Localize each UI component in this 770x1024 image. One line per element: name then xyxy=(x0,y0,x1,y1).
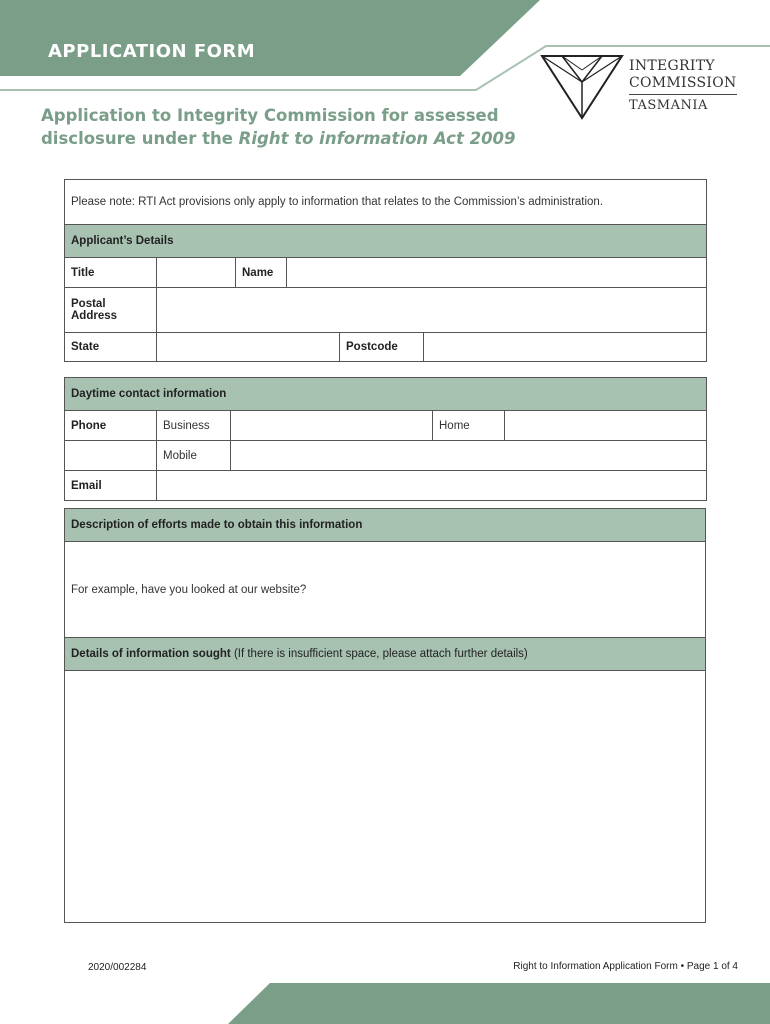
details-heading-text: Details of information sought xyxy=(71,648,231,660)
subtitle-prefix: disclosure under the xyxy=(41,129,239,148)
title-label: Title xyxy=(65,258,157,288)
phone-spacer-cell xyxy=(65,441,157,471)
business-phone-field[interactable] xyxy=(231,411,433,441)
contact-info-heading: Daytime contact information xyxy=(65,378,707,411)
contact-info-table xyxy=(64,377,707,501)
postcode-label: Postcode xyxy=(340,333,424,362)
email-field[interactable] xyxy=(157,471,707,501)
postcode-field[interactable] xyxy=(424,333,707,362)
banner-title: APPLICATION FORM xyxy=(48,41,256,62)
details-heading xyxy=(65,638,706,671)
name-label: Name xyxy=(236,258,287,288)
postal-address-field[interactable] xyxy=(157,288,707,333)
document-reference: 2020/002284 xyxy=(88,962,147,973)
footer-banner xyxy=(0,980,770,1024)
logo-line-integrity: INTEGRITY xyxy=(629,58,715,74)
integrity-commission-logo xyxy=(540,52,750,122)
mobile-label: Mobile xyxy=(157,441,231,471)
email-label: Email xyxy=(65,471,157,501)
applicant-details-table xyxy=(64,179,707,362)
postal-address-label: Postal Address xyxy=(65,288,157,333)
efforts-field[interactable] xyxy=(65,542,706,638)
details-field[interactable] xyxy=(65,671,706,923)
page-info: Right to Information Application Form • Page 1 of 4 xyxy=(513,961,738,972)
form-subtitle xyxy=(41,104,561,150)
act-name: Right to information Act 2009 xyxy=(238,129,516,148)
name-field[interactable] xyxy=(287,258,707,288)
phone-label: Phone xyxy=(65,411,157,441)
subtitle-line-1: Application to Integrity Commission for assessed xyxy=(41,106,499,125)
state-field[interactable] xyxy=(157,333,340,362)
logo-line-tasmania: TASMANIA xyxy=(629,98,708,113)
details-hint: (If there is insufficient space, please attach further details) xyxy=(233,648,528,660)
efforts-example-text: For example, have you looked at our website? xyxy=(71,583,307,596)
state-label: State xyxy=(65,333,157,362)
home-label: Home xyxy=(433,411,505,441)
home-phone-field[interactable] xyxy=(505,411,707,441)
logo-divider xyxy=(629,94,737,95)
information-sought-table xyxy=(64,508,706,923)
applicant-details-heading: Applicant’s Details xyxy=(65,225,707,258)
mobile-phone-field[interactable] xyxy=(231,441,707,471)
title-field[interactable] xyxy=(157,258,236,288)
rti-note: Please note: RTI Act provisions only apply to information that relates to the Commission’s administration. xyxy=(65,180,707,225)
logo-line-commission: COMMISSION xyxy=(629,75,737,91)
subtitle-line-2 xyxy=(41,127,561,150)
business-label: Business xyxy=(157,411,231,441)
efforts-heading: Description of efforts made to obtain this information xyxy=(65,509,706,542)
